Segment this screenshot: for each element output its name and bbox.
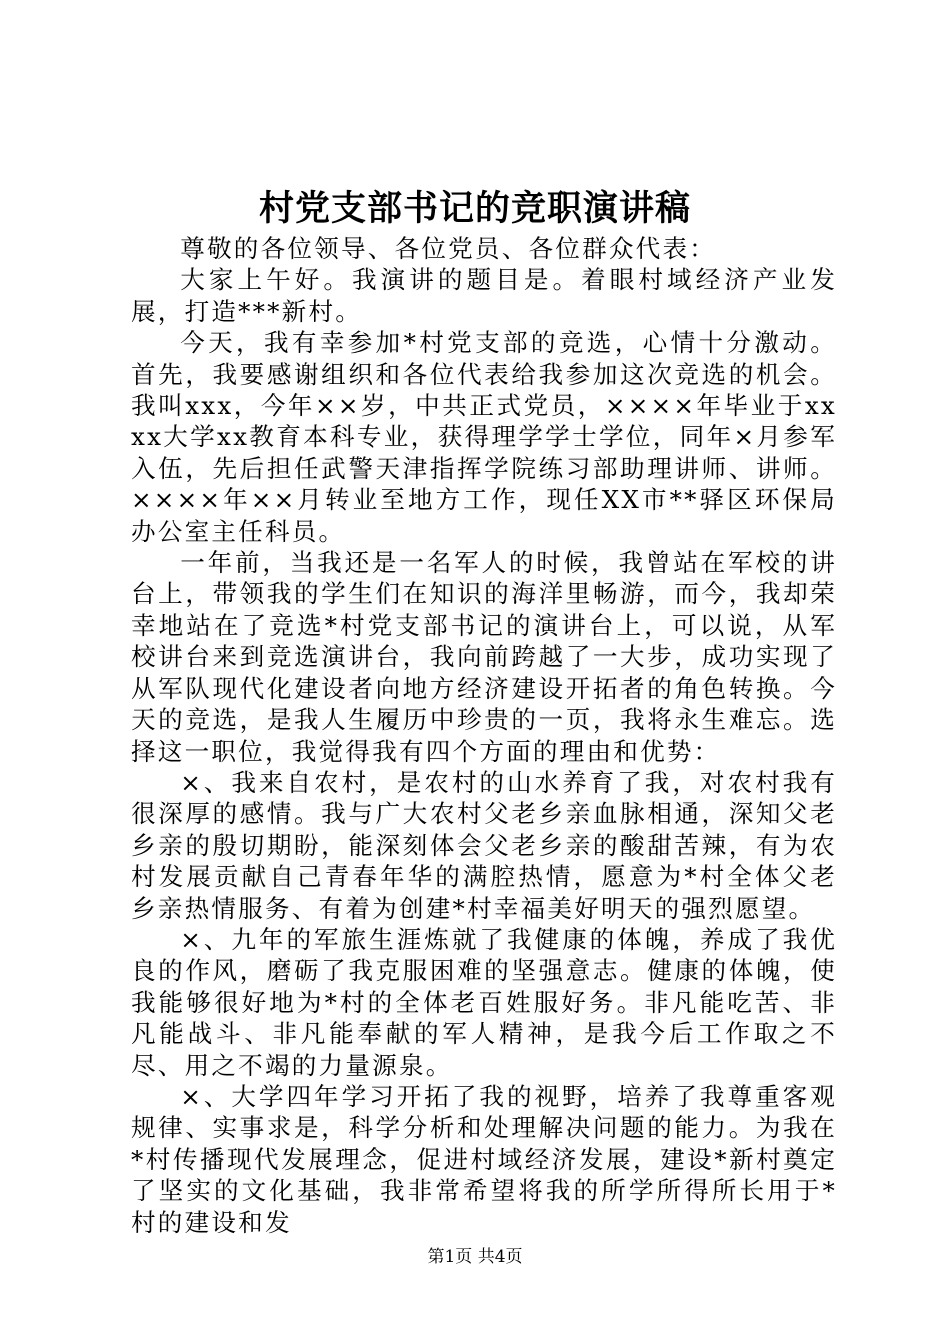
- paragraph-speech-topic: 大家上午好。我演讲的题目是。着眼村域经济产业发展，打造***新村。: [131, 265, 837, 326]
- page-footer: 第1页 共4页: [427, 1247, 523, 1267]
- paragraph-self-introduction: 今天，我有幸参加*村党支部的竞选，心情十分激动。首先，我要感谢组织和各位代表给我参加这次竞选的机会。我叫xxx，今年××岁，中共正式党员，××××年毕业于xxxx大学xx教育本科专业，获得理学学士学位，同年×月参军入伍，先后担任武警天津指挥学院练习部助理讲师、讲师。××××年××月转业至地方工作，现任XX市**驿区环保局办公室主任科员。: [131, 328, 837, 546]
- paragraph-reason-3: ×、大学四年学习开拓了我的视野，培养了我尊重客观规律、实事求是，科学分析和处理解决问题的能力。为我在*村传播现代发展理念，促进村域经济发展，建设*新村奠定了坚实的文化基础，我非常希望将我的所学所得所长用于*村的建设和发: [131, 1081, 837, 1237]
- document-body: [131, 233, 837, 1238]
- paragraph-background: 一年前，当我还是一名军人的时候，我曾站在军校的讲台上，带领我的学生们在知识的海洋里畅游，而今，我却荣幸地站在了竞选*村党支部书记的演讲台上，可以说，从军校讲台来到竞选演讲台，我向前跨越了一大步，成功实现了从军队现代化建设者向地方经济建设开拓者的角色转换。今天的竞选，是我人生履历中珍贵的一页，我将永生难忘。选择这一职位，我觉得我有四个方面的理由和优势：: [131, 548, 837, 766]
- document-title: 村党支部书记的竞职演讲稿: [258, 188, 691, 229]
- paragraph-reason-2: ×、九年的军旅生涯炼就了我健康的体魄，养成了我优良的作风，磨砺了我克服困难的坚强意志。健康的体魄，使我能够很好地为*村的全体老百姓服好务。非凡能吃苦、非凡能战斗、非凡能奉献的军人精神，是我今后工作取之不尽、用之不竭的力量源泉。: [131, 924, 837, 1080]
- paragraph-reason-1: ×、我来自农村，是农村的山水养育了我，对农村我有很深厚的感情。我与广大农村父老乡亲血脉相通，深知父老乡亲的殷切期盼，能深刻体会父老乡亲的酸甜苦辣，有为农村发展贡献自己青春年华的满腔热情，愿意为*村全体父老乡亲热情服务、有着为创建*村幸福美好明天的强烈愿望。: [131, 767, 837, 923]
- paragraph-salutation: 尊敬的各位领导、各位党员、各位群众代表：: [180, 234, 717, 263]
